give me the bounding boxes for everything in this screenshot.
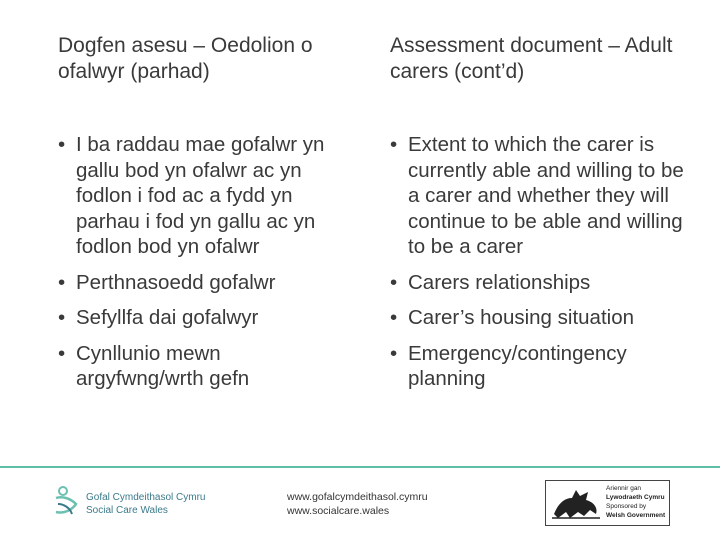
social-care-wales-mark-icon <box>52 484 82 520</box>
list-item <box>58 305 348 331</box>
list-item-text: Extent to which the carer is currently able and willing to be a carer and whether they will continue to be able and willing to be a carer <box>408 133 684 258</box>
bullet-icon: • <box>390 341 398 365</box>
logo-name-english: Social Care Wales <box>86 505 168 516</box>
bullet-icon: • <box>58 133 66 156</box>
gov-label-english: Sponsored by <box>606 503 647 510</box>
bullet-icon: • <box>58 341 66 365</box>
list-item <box>390 341 690 392</box>
logo-name-welsh: Gofal Cymdeithasol Cymru <box>86 492 206 503</box>
list-item-text: Cynllunio mewn argyfwng/wrth gefn <box>76 341 250 390</box>
welsh-dragon-icon <box>550 484 602 522</box>
list-item <box>390 132 690 260</box>
footer-divider <box>0 466 720 468</box>
bullet-list-english <box>390 132 690 402</box>
bullet-icon: • <box>390 270 398 294</box>
list-item <box>58 270 348 296</box>
gov-name-english: Welsh Government <box>606 512 666 519</box>
footer-links <box>287 490 428 518</box>
bullet-list-welsh <box>58 132 348 402</box>
bullet-icon: • <box>58 270 66 294</box>
bullet-icon: • <box>58 306 66 329</box>
list-item <box>390 270 690 296</box>
welsh-government-logo <box>545 480 670 526</box>
url-welsh-link[interactable]: www.gofalcymdeithasol.cymru <box>287 491 428 503</box>
bullet-icon: • <box>390 133 398 156</box>
list-item-text: Perthnasoedd gofalwr <box>76 270 276 294</box>
list-item-text: Carer’s housing situation <box>408 306 635 329</box>
list-item <box>58 132 348 260</box>
list-item <box>58 341 348 392</box>
list-item-text: Emergency/contingency planning <box>408 341 627 390</box>
page-title-welsh: Dogfen asesu – Oedolion o ofalwyr (parhad) <box>58 34 313 83</box>
url-english-link[interactable]: www.socialcare.wales <box>287 505 390 517</box>
page-title-english: Assessment document – Adult carers (cont’d) <box>390 34 673 83</box>
bullet-icon: • <box>390 306 398 329</box>
list-item-text: Sefyllfa dai gofalwyr <box>76 306 259 329</box>
list-item-text: I ba raddau mae gofalwr yn gallu bod yn ofalwr ac yn fodlon i fod ac a fydd yn parhau i fod yn gallu ac yn fodlon bod yn ofalwr <box>76 133 325 258</box>
list-item <box>390 305 690 331</box>
list-item-text: Carers relationships <box>408 270 591 294</box>
gov-label-welsh: Ariennir gan <box>606 485 642 492</box>
gov-name-welsh: Lywodraeth Cymru <box>606 494 665 501</box>
social-care-wales-logo <box>52 484 212 520</box>
government-text <box>606 484 665 520</box>
